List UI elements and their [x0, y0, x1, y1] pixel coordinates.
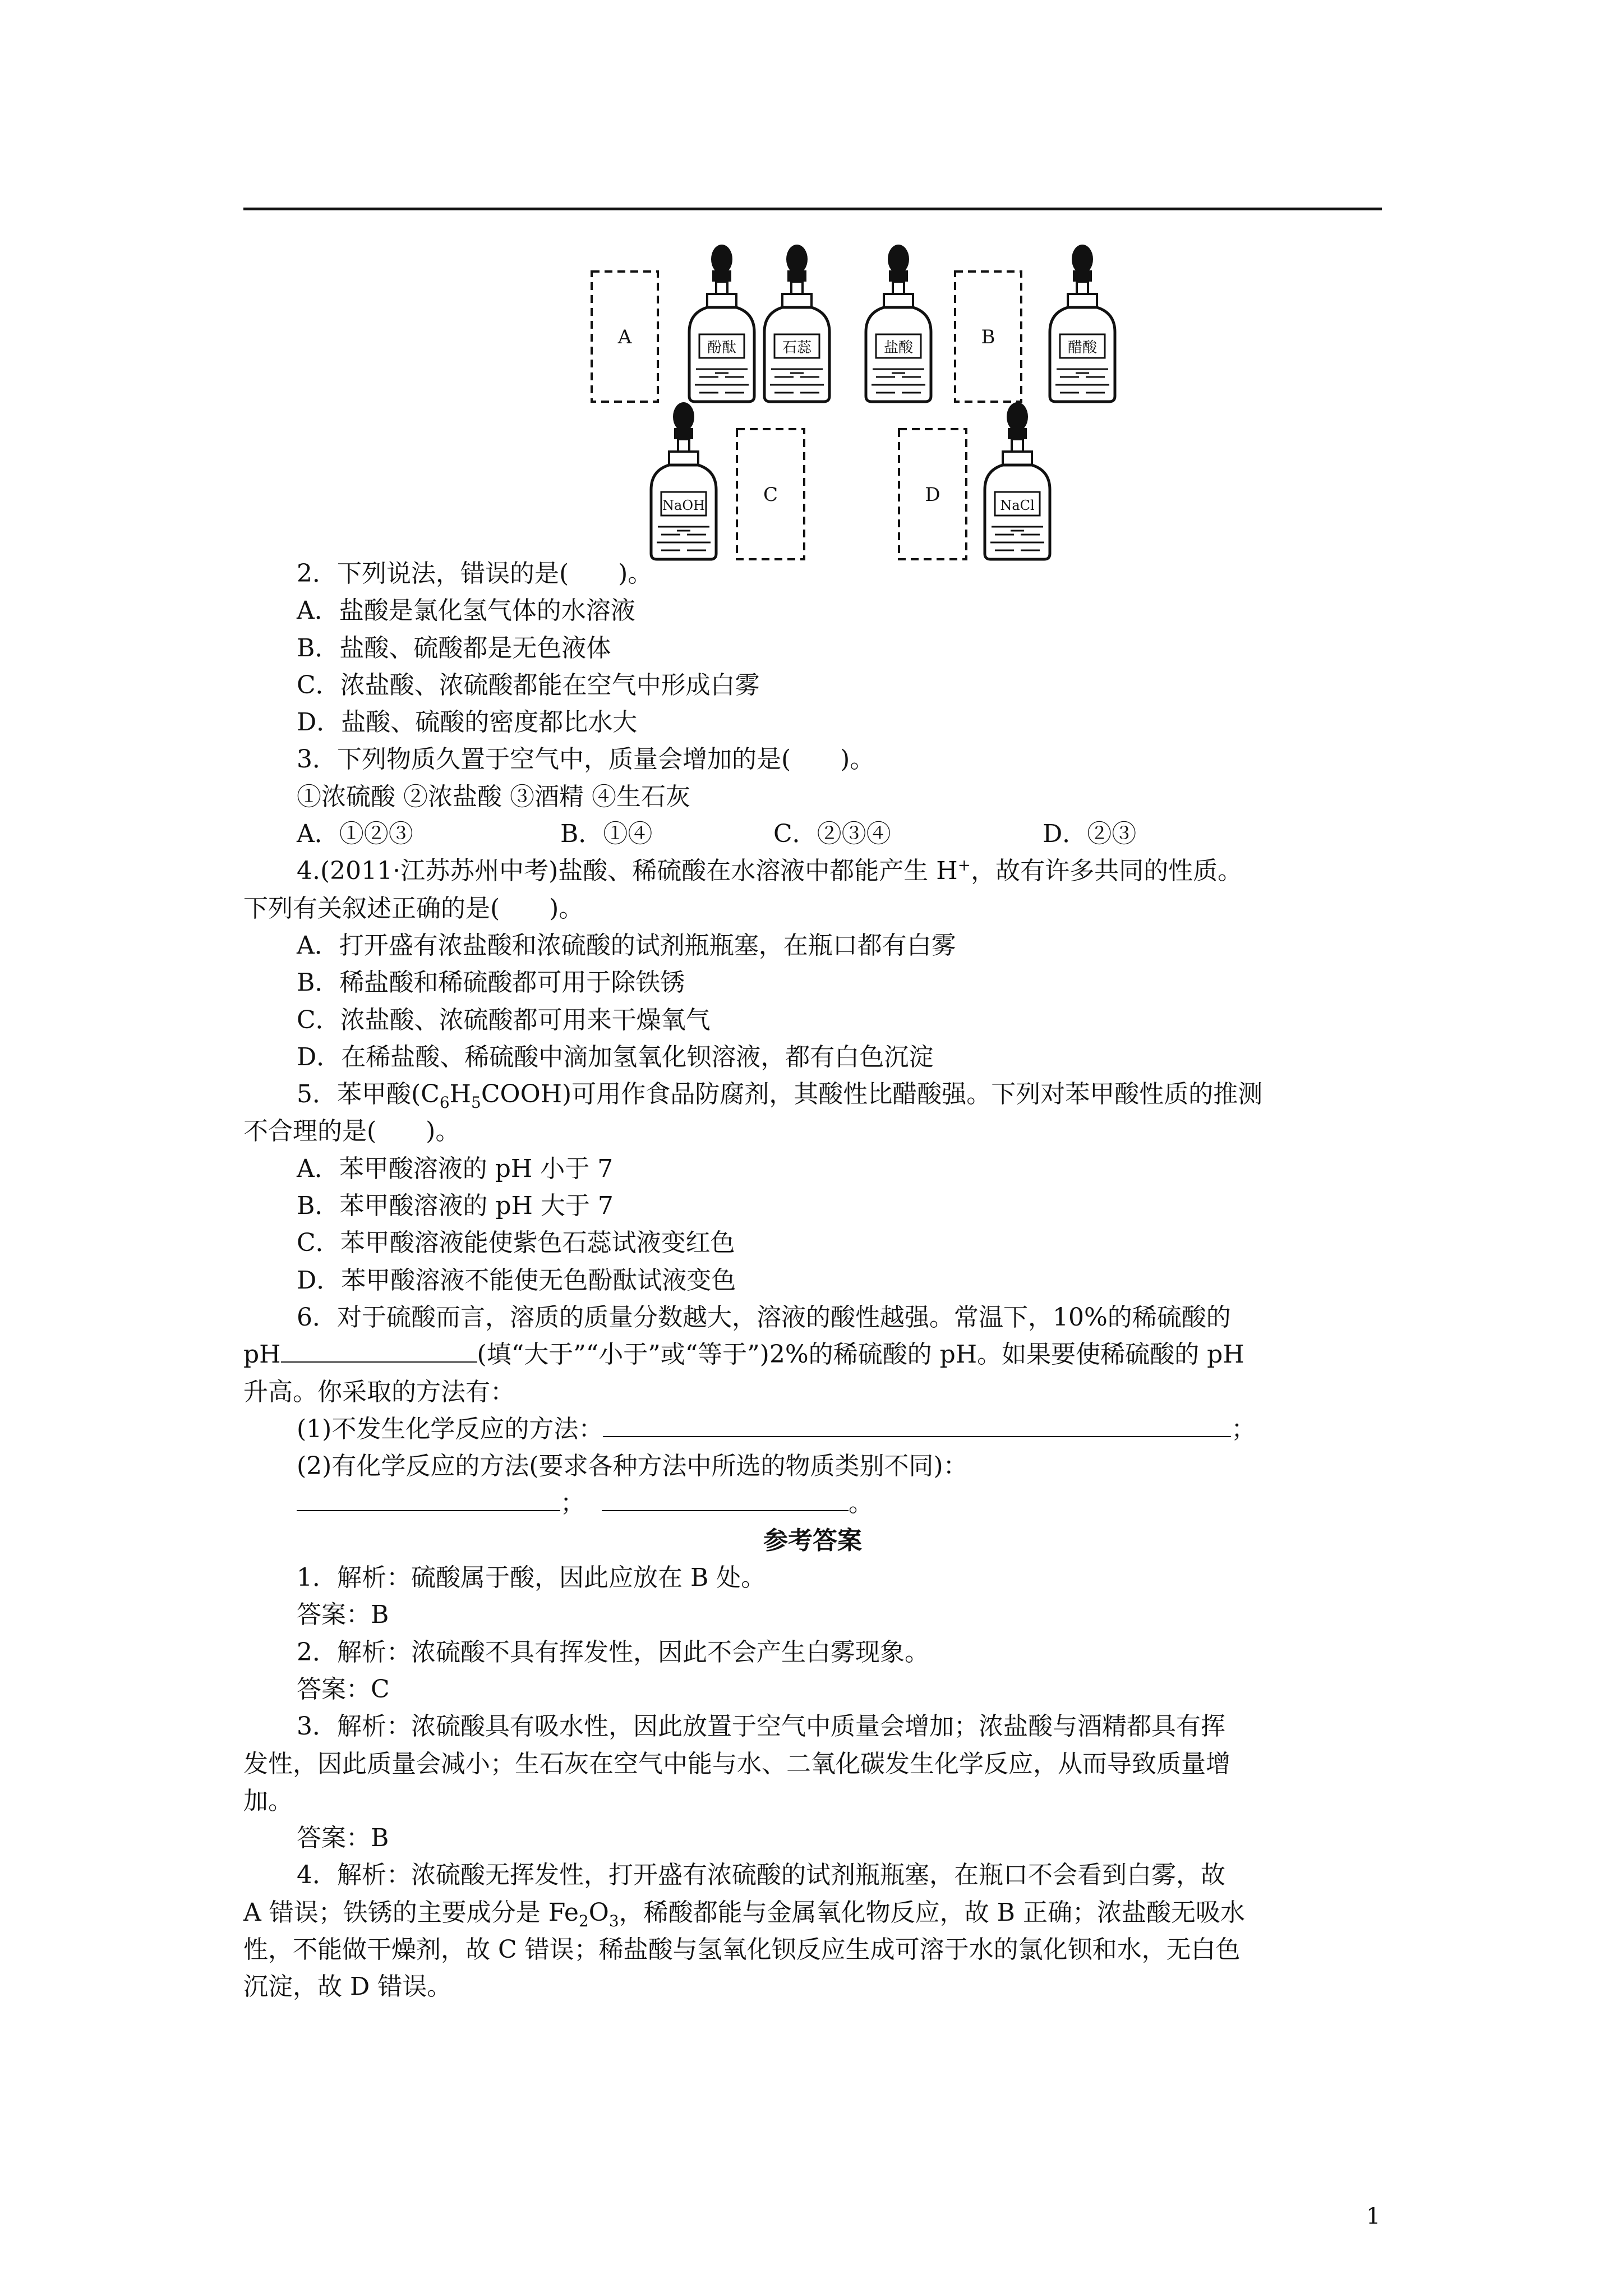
question-3: 3．下列物质久置于空气中，质量会增加的是( )。 [297, 745, 875, 774]
box-d-label: D [925, 484, 940, 506]
option: B．苯甲酸溶液的 pH 大于 7 [297, 1191, 614, 1221]
question-5-cont: 不合理的是( )。 [243, 1117, 460, 1146]
bottle-label: NaCl [1000, 498, 1035, 513]
answer-4-cont [243, 1894, 1382, 1931]
bottle-hydrochloric-acid [866, 245, 931, 402]
question-text: 4.(2011·江苏苏州中考)盐酸、稀硫酸在水溶液中都能产生 H [297, 857, 958, 886]
reagent-shelf-figure [0, 0, 1623, 567]
option: A．苯甲酸溶液的 pH 小于 7 [297, 1154, 614, 1183]
question-6-cont: 升高。你采取的方法有： [243, 1377, 515, 1406]
bottle-label: 酚酞 [707, 339, 737, 356]
answer-text: A 错误；铁锈的主要成分是 Fe [243, 1898, 579, 1927]
answer-2-result: 答案：C [297, 1674, 390, 1704]
option: A．打开盛有浓盐酸和浓硫酸的试剂瓶瓶塞，在瓶口都有白雾 [297, 931, 956, 960]
question-6-part-2: (2)有化学反应的方法(要求各种方法中所选的物质类别不同)： [297, 1452, 968, 1481]
question-text: pH [243, 1340, 281, 1369]
bottle-litmus [764, 245, 829, 402]
question-6: 6．对于硫酸而言，溶质的质量分数越大，溶液的酸性越强。常温下，10%的稀硫酸的 [297, 1303, 1231, 1332]
punct: ； [560, 1489, 585, 1518]
question-3-items: ①浓硫酸 ②浓盐酸 ③酒精 ④生石灰 [297, 782, 690, 811]
answer-blank[interactable] [281, 1342, 477, 1363]
question-text: (填“大于”“小于”或“等于”)2%的稀硫酸的 pH。如果要使稀硫酸的 pH [477, 1340, 1244, 1369]
superscript: + [957, 855, 971, 875]
option: C．苯甲酸溶液能使紫色石蕊试液变红色 [297, 1228, 735, 1258]
bottle-label: 盐酸 [883, 339, 914, 356]
bottle-nacl [985, 402, 1050, 559]
answer-3-cont: 发性，因此质量会减小；生石灰在空气中能与水、二氧化碳发生化学反应，从而导致质量增 [243, 1749, 1230, 1778]
answer-3-result: 答案：B [297, 1824, 389, 1853]
option: A．①②③ [297, 820, 413, 849]
option: C．浓盐酸、浓硫酸都能在空气中形成白雾 [297, 670, 760, 700]
question-3-options [243, 816, 1382, 853]
question-text: H [449, 1080, 472, 1109]
bottle-naoh [651, 402, 716, 559]
option: C．②③④ [773, 820, 891, 849]
exercise-body [243, 555, 1382, 2006]
answer-blank[interactable] [602, 1491, 849, 1511]
option: A．盐酸是氯化氢气体的水溶液 [297, 596, 635, 625]
answer-1: 1．解析：硫酸属于酸，因此应放在 B 处。 [297, 1563, 766, 1593]
subscript: 2 [578, 1911, 589, 1930]
page-number: 1 [1366, 2203, 1381, 2229]
question-2: 2．下列说法，错误的是( )。 [297, 559, 653, 588]
option: B．稀盐酸和稀硫酸都可用于除铁锈 [297, 968, 685, 997]
answer-4-cont: 性，不能做干燥剂，故 C 错误；稀盐酸与氢氧化钡反应生成可溶于水的氯化钡和水，无白色 [243, 1935, 1241, 1964]
box-b-label: B [981, 326, 995, 348]
punct: ； [1231, 1414, 1256, 1443]
question-6-blanks [243, 1485, 1382, 1522]
question-text: ，故有许多共同的性质。 [971, 857, 1243, 886]
option: C．浓盐酸、浓硫酸都可用来干燥氧气 [297, 1005, 711, 1034]
answer-text: O [588, 1898, 609, 1927]
subscript: 6 [439, 1093, 450, 1112]
option: B．①④ [560, 820, 653, 849]
option: D．在稀盐酸、稀硫酸中滴加氢氧化钡溶液，都有白色沉淀 [297, 1042, 934, 1071]
question-4-cont: 下列有关叙述正确的是( )。 [243, 894, 584, 923]
question-6-cont [243, 1336, 1382, 1373]
option: B．盐酸、硫酸都是无色液体 [297, 633, 611, 662]
answer-3-cont: 加。 [243, 1786, 293, 1815]
option: D．盐酸、硫酸的密度都比水大 [297, 708, 638, 737]
question-6-part-1 [243, 1411, 1382, 1448]
subscript: 5 [471, 1093, 481, 1112]
answer-2: 2．解析：浓硫酸不具有挥发性，因此不会产生白雾现象。 [297, 1637, 929, 1667]
bottle-phenolphthalein [689, 245, 754, 402]
bottle-label: 醋酸 [1067, 339, 1098, 356]
bottle-acetic-acid [1050, 245, 1115, 402]
answers-heading: 参考答案 [763, 1526, 862, 1555]
option: D．苯甲酸溶液不能使无色酚酞试液变色 [297, 1266, 736, 1295]
subscript: 3 [608, 1911, 619, 1930]
answer-4-cont: 沉淀，故 D 错误。 [243, 1972, 452, 2001]
bottle-label: 石蕊 [782, 339, 812, 356]
answer-3: 3．解析：浓硫酸具有吸水性，因此放置于空气中质量会增加；浓盐酸与酒精都具有挥 [297, 1712, 1225, 1741]
answer-text: ，稀酸都能与金属氧化物反应，故 B 正确；浓盐酸无吸水 [619, 1898, 1245, 1927]
answer-blank[interactable] [297, 1491, 560, 1511]
answer-4: 4．解析：浓硫酸无挥发性，打开盛有浓硫酸的试剂瓶瓶塞，在瓶口不会看到白雾，故 [297, 1861, 1225, 1890]
question-text: (1)不发生化学反应的方法： [297, 1414, 603, 1443]
box-a-label: A [617, 326, 632, 348]
answer-blank[interactable] [603, 1417, 1231, 1437]
answer-1-result: 答案：B [297, 1600, 389, 1630]
question-text: COOH)可用作食品防腐剂，其酸性比醋酸强。下列对苯甲酸性质的推测 [481, 1080, 1263, 1109]
question-5 [243, 1076, 1382, 1113]
question-4 [243, 853, 1382, 890]
punct: 。 [849, 1489, 873, 1518]
bottle-label: NaOH [662, 498, 705, 513]
box-c-label: C [763, 484, 778, 506]
option: D．②③ [1043, 820, 1137, 849]
question-text: 5．苯甲酸(C [297, 1080, 440, 1109]
